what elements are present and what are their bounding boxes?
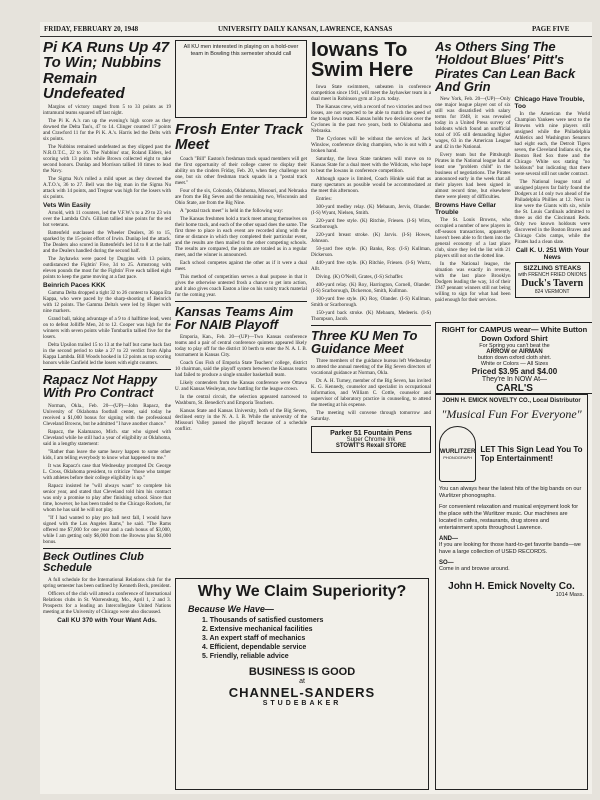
story-text: The Pi K. A.'s ran up the evening's high score as they downed the Delta Tau's, 47 to 14. Clinger counted 17 points and Crawford 11 for the Pi K. A.'s. Harris led the Delts with six points. <box>43 118 171 143</box>
story-text: This method of competition serves a dual purpose in that it gives the otherwise untested frosh a chance to get into action, and it also gives coach Easton a line on his varsity track material for the coming year. <box>175 273 307 298</box>
story-text: A full schedule for the International Relations club for the spring semester has been outlined by Kenneth Beck, president. <box>43 577 171 590</box>
story-text: 100-yard free style. (K) Roy, Olander. (I-S) Kullman, Smith or Scarborough. <box>311 295 431 308</box>
header-date: FRIDAY, FEBRUARY 20, 1948 <box>44 25 139 33</box>
headline-beck: Beck Outlines Club Schedule <box>43 550 144 574</box>
story-text: Rapacz, the Kalamazoo, Mich. star who signed with Cleveland while he still had a year of eligibility at Oklahoma, said in a lengthy statement: <box>43 428 171 447</box>
story-text: Each school competes against the other as if it were a dual meet. <box>175 259 307 272</box>
story-text: The Kansas crew, with a record of two victories and two losses, are not expected to be able to match the speed of the tough Iowa team. Kansas holds two decisions over the Cyclones in the past two years, both to Oklahoma and Nebraska. <box>311 103 431 134</box>
channel-list-item: 2. Extensive mechanical facilities <box>202 626 313 633</box>
story-text: New York, Feb. 20—(UP)—Only one major league player out of six still was dissatisfied with salary terms for 1948, it was revealed today in a United Press survey of holdouts which found an unofficial total of 105 still demanding higher wages, 63 in the American League and 42 in the National. <box>435 96 511 150</box>
story-text: Entries: <box>316 195 332 202</box>
column-swim <box>311 40 431 574</box>
story-text: In the National league, the situation was exactly in reverse, with the last place Brooklyn Dodgers leading the way, 14 of their 1947 pennant winners still not being willing to sign for what had been paid enough for their services. <box>435 261 511 303</box>
story-text: Emporia, Kan., Feb. 20—(UP)—Two Kansas conference teams and a pair of central conference quintets appeared likely today to play off for the district 10 berth to enter the N. A. I. B. tournament in Kansas City. <box>175 334 307 359</box>
channel-sanders-ad: Why We Claim Superiority? Because We Have— 1. Thousands of satisfied customers 2. Extensive mechanical facilities 3. An expert staff of mechanics 4. Efficient, dependable service 5. Friendly, reliable advice BUSINESS IS GOOD at CHANNEL-SANDERS STUDEBAKER <box>175 578 429 790</box>
subhead: Beinrich Paces KKK <box>43 282 106 290</box>
story-text: Dr. A. H. Turney, member of the Big Seven, has invited K. G. Kennedy, counselor and specialist in occupational information, and William C. Cottle, counselor and supervisor of laboratory practice in counseling, to attend the meeting at his expense. <box>311 378 431 409</box>
channel-list <box>202 617 424 660</box>
story-text: Diving. (K) O'Neill, Grates, (I-S) Schaffer. <box>316 273 404 280</box>
story-text: The Cyclones will be without the services of Jack Winslow, conference diving champion, who is out with a broken hand. <box>311 135 431 154</box>
story-text: 300-yard medley relay. (K) Mebaum, Jervis, Olander. (I-S) Wyant, Nielsen, Smith. <box>311 203 431 216</box>
story-text: In the central circuit, the selection appeared narrowed to Washburn, St. Benedict's and Emporia Teachers. <box>175 394 307 407</box>
story-text: In the American the World Champion Yankees were next to the Browns with nine players still unsigned while the Philadelphia Athletics and Washington Senators had eight each, the Detroit Tigers seven, the Cleveland Indians six, the Boston Red Sox three and the Chicago White sox stating "no holdouts" but indicating that there were several still not under contract. <box>514 111 590 177</box>
story-text: Coach Gus Fish of Emporia State Teachers' college, district 10 chairman, said the playoff system between the Kansas teams had failed to produce a single smaller basketball team. <box>175 360 307 379</box>
bowling-ad: All KU men interested in playing on a hold-over team in Bowling this semester should call <box>175 40 307 118</box>
header-paper: UNIVERSITY DAILY KANSAN, LAWRENCE, KANSAS <box>218 25 393 33</box>
story-text: Likely contenders from the Kansas conference were Ottawa U. and Kansas Wesleyan, now battling for the league crown. <box>175 380 307 393</box>
story-text: Officers of the club will attend a conference of International Relations clubs in St. Warrensburg, Mo., April 1, 2 and 3. Prospects for a leading an Intercollegiate United Nations meeting at the University of Chicago were also discussed. <box>43 591 171 616</box>
column-track <box>175 40 307 574</box>
headline-guidance: Three KU Men To Guidance Meet <box>311 327 418 357</box>
story-text: 220-yard breast stroke. (K) Jarvis. (I-S) Howes, Johnson. <box>311 231 431 244</box>
column-intramural <box>43 40 171 790</box>
story-text: 440-yard free style. (K) Ritchie, Friesen. (I-S) Wurtz, Allt. <box>311 259 431 272</box>
story-text: Every team but the Pittsburgh Pirates in the National league had at least one "problem child" in the business of negotiations. The Pirates announced early in the week that all their players had been signed in almost record time, but elsewhere there were plenty of difficulties. <box>435 152 511 200</box>
subhead: Browns Have Cellar Trouble <box>435 202 497 216</box>
carls-ad: RIGHT for CAMPUS wear— White Button Down Oxford Shirt For Spring you can't beat the ARROW or AIRMAN button down oxford cloth shirt. White or Colors — All Sizes Priced $3.95 and $4.00 They're In NOW At— CARL'S <box>435 322 592 394</box>
story-text: "Rather than leave the same heavy happen to some other kids, I am telling everybody to know what happened to me." <box>43 448 171 461</box>
news-call: Call K. U. 251 With Your News <box>515 247 589 261</box>
story-text: Although space is limited, Coach Hinkle said that as many spectators as possible would be accommodated at the meet this afternoon. <box>311 175 431 194</box>
story-text: Grand ball, taking advantage of a 9 to 4 halftime lead, went on to defeat Jolliffe Men, 24 to 12. Cooper was high for the winners with seven points while Tombarlin tallied five for the losers. <box>43 316 171 341</box>
story-text: "If I had wanted to play pro ball next fall, I would have signed with the Los Angeles Rams," he said. "The Rams offered me $7,000 for one year and a cash bonus of $3,000, while I am getting only $6,000 from the Browns plus $1,000 bonus. <box>43 514 171 545</box>
headline-naib: Kansas Teams Aim For NAIB Playoff <box>175 303 294 332</box>
channel-list-item: 3. An expert staff of mechanics <box>202 635 306 642</box>
story-text: A "postal track meet" is held in the following way: <box>180 207 284 214</box>
wurlitzer-logo: WURLITZER PHONOGRAPH <box>439 426 476 482</box>
story-text: Coach "Bill" Easton's freshman track squad members will get the first opportunity of their college career to display their ability on the cinders Friday, Feb. 20, when they challenge not one, but six other freshman track squads in a "postal track meet." <box>175 155 307 186</box>
headline-rapacz: Rapacz Not Happy With Pro Contract <box>43 372 158 401</box>
story-text: Three members of the guidance bureau left Wednesday to attend the annual meeting of the Big Seven directors of vocational guidance at Norman, Okla. <box>311 358 431 377</box>
story-text: Iowa State swimmers, unbeaten in conference competition since 1941, will meet the Jayhawker team in a dual meet in Robinson gym at 3 p.m. today. <box>311 83 431 102</box>
story-text: Delta Upsilon trailed 15 to 13 at the half but came back fast in the second period to take a 27 to 22 verdict from Alpha Kappa Lambda. Bill Woods hooked in 12 points as top scoring honors while Canfield led the losers with eight counters. <box>43 342 171 367</box>
story-text: Saturday, the Iowa State tankmen will move on to Kansas State for a dual meet with the Wildcats, who hope to beat the Iowans in conference competition. <box>311 155 431 174</box>
story-text: The National league total of unsigned players far fairly found the Dodgers at 14 only two ahead of the Philadelphia Phillies at 12. Next in line were the Giants with six, while the St. Louis Cardinals admitted to three as did the Cincinnati Reds. Only two known holdouts were discovered in the Boston Braves and Chicago Cubs camps, while the Pirates had a clean slate. <box>514 179 590 245</box>
channel-list-item: 5. Friendly, reliable advice <box>202 653 289 660</box>
story-text: Kansas State and Kansas University, both of the Big Seven, declined entry in the N. A. I. B. While the university of the Missouri Valley passed the playoff because of a schedule conflict. <box>175 408 307 433</box>
story-text: Norman, Okla., Feb. 20—(UP)—John Rapacz, the University of Oklahoma football center, said today he received a $1,000 bonus for signing with the professional Cleveland Browns, but he admitted "I have another chance." <box>43 402 171 427</box>
story-text: 220-yard free style. (K) Ritchie, Friesen. (I-S) Wirts, Scarborough. <box>311 217 431 230</box>
story-text: The Sigma Nu's rolled a mild upset as they downed the A.T.O.'s, 36 to 27. Bell was the big man in the Sigma Nu attack with 14 points, and Tregear was high for the losers with six points. <box>43 176 171 201</box>
story-text: 150-yard back stroke. (K) Mebaum, Medeeris. (I-S) Thompson, Jacob. <box>311 309 431 322</box>
header-page: PAGE FIVE <box>532 25 570 33</box>
wurlitzer-ad: JOHN H. EMICK NOVELTY CO., Local Distributor "Musical Fun For Everyone" WURLITZER PHONOGRAPH LET This Sign Lead You To Top Entertainment! You can always hear the latest hits of the big bands on our Wurlitzer phonographs. For convenient relaxation and musical enjoyment look for the place with the Wurlitzer music. Our machines are located in cafes, restaurants, drug stores and entertainment spots throughout Lawrence. AND— If you are looking for those hard-to-get favorite bands—we have a large collection of USED RECORDS. SO— Come in and browse around. John H. Emick Novelty Co. 1014 Mass. <box>435 394 588 790</box>
story-text: The Nubbins remained undefeated as they slipped past the N.R.O.T.C., 22 to 16. The Nubbins' star, Roland Elders, led scoring with 13 points while Brown collected eight to take second honors. Dunlap and Morrison tallied 10 times to lead the Navy. <box>43 144 171 175</box>
story-text: 400-yard relay. (K) Roy, Harrington, Cornell, Olander. (I-S) Scarborough, Dickerson, Smith, Kullman. <box>311 281 431 294</box>
column-baseball <box>435 40 590 340</box>
pen-ad: Parker 51 Fountain Pens Super Chrome Ink STOWIT'S Rexall STORE <box>311 426 431 453</box>
newspaper-page <box>40 22 592 794</box>
story-text: Arnold, with 11 counters, led the V.F.W.'s to a 29 to 23 win over the Lambda Chi's. Gilliam tallied nine points for the red hot veterans. <box>43 210 171 229</box>
headline-holdout: As Others Sing The 'Holdout Blues' Pitt's Pirates Can Lean Back And Grin <box>435 40 576 94</box>
subhead: Vets Win Easily <box>43 202 91 210</box>
headline-iowans: Iowans To Swim Here <box>311 40 414 82</box>
story-text: Rapacz insisted he "will always want" to complete his senior year, and stated that Cleveland told him his contract was only a promise to play after finishing school. Since that time, however, he has been traded to the Chicago Rockets, for whom he has said he will not play. <box>43 482 171 513</box>
page-header <box>40 22 592 37</box>
headline-frosh: Frosh Enter Track Meet <box>175 121 304 154</box>
story-text: The Kansas freshmen hold a track meet among themselves on their home track, and each of the other squad does the same. The first three to place in each event are recorded along with the time or distance in which they completed their particular event, and the results are then mailed to the other competing schools. The results are compared, the points are totaled as in a regular meet, and the winner is announced. <box>175 215 307 258</box>
want-ads-call: Call KU 370 with Your Want Ads. <box>57 617 157 625</box>
story-text: Gamma Delta dropped a tight 32 to 26 contest to Kappa Eta Kappa, who were paced by the sharp-shooting of Beinrich with 12 points. The Gamma Delta's were led by Huper with nine markers. <box>43 290 171 315</box>
story-text: The St. Louis Browns, who occupied a number of new players in off-season transactions, apparently haven't been able to fit them into the general economy of a last place club, since they led the list with 21 players still not on the dotted line. <box>435 217 511 259</box>
ducks-tavern-ad: SIZZLING STEAKS with FRENCH FRIED ONIONS Duck's Tavern 824 VERMONT <box>515 262 591 298</box>
headline-pika: Pi KA Runs Up 47 To Win; Nubbins Remain Undefeated <box>43 40 170 102</box>
subhead: Chicago Have Trouble, Too <box>514 96 585 110</box>
story-text: It was Rapacz's case that Wednesday prompted Dr. George L. Cross, Oklahoma president, to criticize "those who tamper with athletes before their college eligibility is up." <box>43 462 171 481</box>
story-text: Margins of victory ranged from 5 to 33 points as 19 intramural teams squared off last night. <box>43 104 171 117</box>
channel-list-item: 4. Efficient, dependable service <box>202 644 307 651</box>
story-text: Four of the six, Colorado, Oklahoma, Missouri, and Nebraska are from the Big Seven and the remaining two, Wisconsin and Ohio State, are from the Big Nine. <box>175 187 307 206</box>
story-text: 50-yard free style. (K) Banks, Roy. (I-S) Kullman, Dickerson. <box>311 245 431 258</box>
channel-list-item: 1. Thousands of satisfied customers <box>202 617 324 624</box>
story-text: Battenfeld outclassed the Wheeler Dealers, 36 to 15, sparked by the 15-point effort of Irwin. Dunlap led the attack. The Dealers also scored in Battenfeld's led 14 to 8 at the half and the Dealers handled during the second half. <box>43 230 171 255</box>
story-text: The meeting will convene through tomorrow and Saturday. <box>311 410 431 423</box>
story-text: The Jayhawks were paced by Duggins with 13 points, outdistanced the Fightin' Five, 34 to 25. Armstrong with eleven pounds the most for the Fightin' Five each tallied eight points to keep the game moving at a fast pace. <box>43 256 171 281</box>
